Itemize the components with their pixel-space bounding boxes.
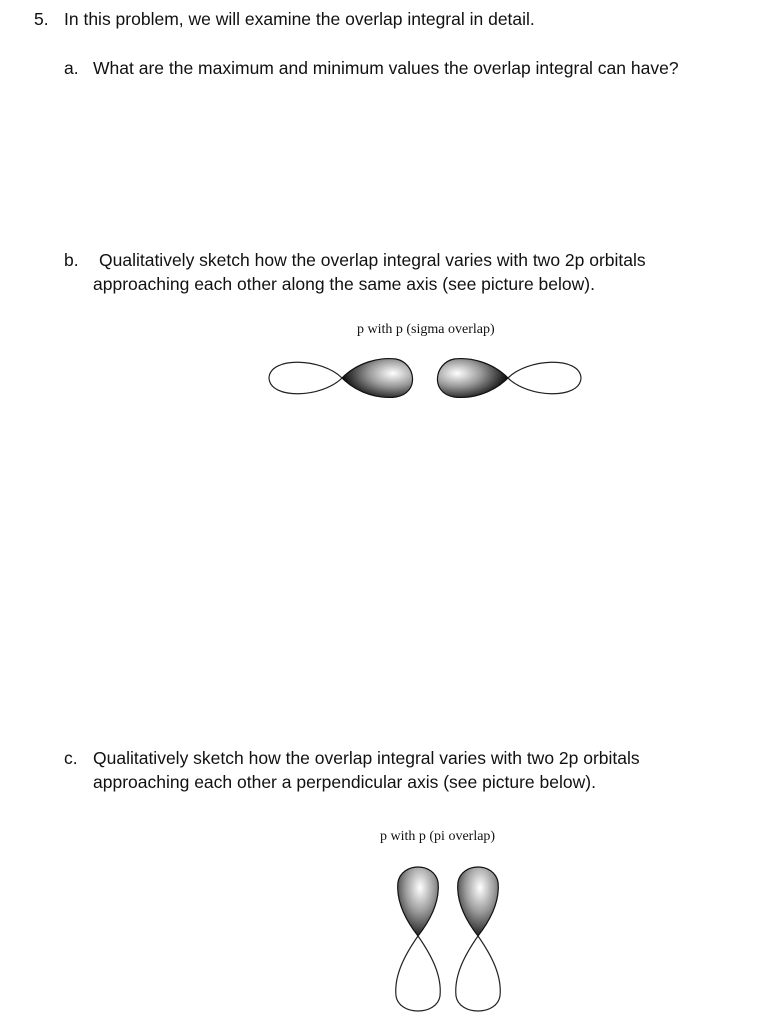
sigma-figure-caption: p with p (sigma overlap) bbox=[357, 322, 495, 337]
part-c-line2: approaching each other a perpendicular axis (see picture below). bbox=[93, 772, 596, 792]
pi-right-white-lobe bbox=[456, 936, 501, 1011]
pi-right-shaded-lobe bbox=[458, 867, 499, 936]
part-b-line1: Qualitatively sketch how the overlap integral varies with two 2p orbitals bbox=[99, 250, 646, 270]
pi-left-shaded-lobe bbox=[398, 867, 439, 936]
part-a-question: What are the maximum and minimum values the overlap integral can have? bbox=[93, 58, 679, 78]
sigma-left-white-lobe bbox=[269, 362, 342, 394]
problem-intro: In this problem, we will examine the overlap integral in detail. bbox=[64, 9, 535, 29]
part-b-line2: approaching each other along the same axis (see picture below). bbox=[93, 274, 595, 294]
pi-left-white-lobe bbox=[396, 936, 441, 1011]
sigma-right-white-lobe bbox=[508, 362, 581, 394]
part-c-letter: c. bbox=[64, 748, 78, 768]
problem-number: 5. bbox=[34, 9, 49, 29]
pi-figure-caption: p with p (pi overlap) bbox=[380, 829, 496, 844]
part-a-letter: a. bbox=[64, 58, 79, 78]
part-b-letter: b. bbox=[64, 250, 79, 270]
sigma-left-shaded-lobe bbox=[342, 359, 413, 398]
sigma-right-shaded-lobe bbox=[437, 359, 508, 398]
part-c-line1: Qualitatively sketch how the overlap integral varies with two 2p orbitals bbox=[93, 748, 640, 768]
